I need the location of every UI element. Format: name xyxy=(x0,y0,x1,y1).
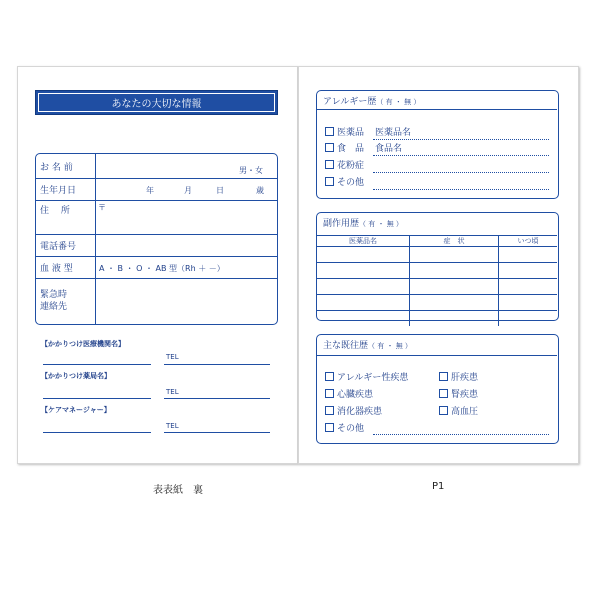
row-blood xyxy=(36,256,277,279)
month-unit: 月 xyxy=(184,186,192,195)
table-cell[interactable] xyxy=(317,295,410,311)
personal-info-box xyxy=(35,153,278,325)
postal-mark: 〒 xyxy=(98,203,106,212)
allergy-item-food: 食 品 xyxy=(325,141,364,154)
table-row xyxy=(317,295,557,311)
row-birthdate xyxy=(36,178,277,201)
history-item-heart: 心臓疾患 xyxy=(325,387,373,400)
col-symptom: 症 状 xyxy=(410,236,499,247)
side-effect-title: 副作用歴 xyxy=(323,219,360,229)
side-effect-table xyxy=(317,235,557,326)
col-medicine: 医薬品名 xyxy=(317,236,410,247)
table-row xyxy=(317,247,557,263)
table-cell[interactable] xyxy=(317,247,410,263)
pharmacy-tel-label: TEL xyxy=(166,388,179,396)
table-row xyxy=(317,279,557,295)
checkbox[interactable] xyxy=(325,177,334,186)
checkbox[interactable] xyxy=(325,423,334,432)
clinic-name-line xyxy=(43,364,151,365)
caption-left: 表表紙 裏 xyxy=(153,485,203,496)
age-unit: 歳 xyxy=(256,186,264,195)
checkbox[interactable] xyxy=(439,372,448,381)
info-header-title: あなたの大切な情報 xyxy=(111,99,202,110)
history-title-row xyxy=(323,338,412,351)
side-effect-box xyxy=(316,212,559,321)
allergy-line-medicine xyxy=(373,139,549,140)
allergy-line-pollen xyxy=(373,172,549,173)
checkbox[interactable] xyxy=(439,389,448,398)
header-inner-border xyxy=(38,93,275,112)
blood-label: 血 液 型 xyxy=(40,263,73,274)
pharmacy-label: 【かかりつけ薬局名】 xyxy=(41,372,111,380)
caremanager-label: 【ケアマネージャー】 xyxy=(41,406,111,414)
history-item-allergic: アレルギー性疾患 xyxy=(325,370,408,383)
year-unit: 年 xyxy=(146,186,154,195)
history-title-divider xyxy=(317,355,557,356)
row-emergency xyxy=(36,278,277,324)
blood-options: A ・ B ・ O ・ AB 型（Rh ＋ －） xyxy=(99,264,225,273)
side-effect-yes-no: （ 有 ・ 無 ） xyxy=(359,220,403,228)
allergy-yes-no: （ 有 ・ 無 ） xyxy=(376,98,421,106)
checkbox[interactable] xyxy=(325,389,334,398)
info-header-bar xyxy=(35,90,278,115)
pharmacy-tel-line xyxy=(164,398,270,399)
table-cell[interactable] xyxy=(499,295,558,311)
row-name xyxy=(36,154,277,179)
checkbox[interactable] xyxy=(325,372,334,381)
allergy-title: アレルギー歴 xyxy=(323,97,377,107)
right-page xyxy=(298,66,579,464)
clinic-tel-label: TEL xyxy=(166,353,179,361)
history-box xyxy=(316,334,559,444)
history-line-other xyxy=(373,434,549,435)
table-cell[interactable] xyxy=(499,311,558,327)
checkbox[interactable] xyxy=(325,143,334,152)
allergy-title-divider xyxy=(317,109,557,110)
checkbox[interactable] xyxy=(325,160,334,169)
allergy-box xyxy=(316,90,559,199)
allergy-line-food xyxy=(373,155,549,156)
gender-options: 男・女 xyxy=(239,166,263,175)
allergy-line-other xyxy=(373,189,549,190)
checkbox[interactable] xyxy=(325,406,334,415)
table-cell[interactable] xyxy=(410,247,499,263)
caremanager-tel-line xyxy=(164,432,270,433)
table-cell[interactable] xyxy=(410,311,499,327)
history-yes-no: （ 有 ・ 無 ） xyxy=(368,342,412,350)
history-item-other: その他 xyxy=(325,421,364,434)
table-cell[interactable] xyxy=(499,279,558,295)
name-label: お 名 前 xyxy=(40,162,73,173)
left-page xyxy=(17,66,298,464)
clinic-label: 【かかりつけ医療機関名】 xyxy=(41,340,125,348)
address-label: 住 所 xyxy=(40,205,70,216)
caremanager-name-line xyxy=(43,432,151,433)
history-item-liver: 肝疾患 xyxy=(439,370,478,383)
table-row xyxy=(317,263,557,279)
allergy-item-pollen: 花粉症 xyxy=(325,158,364,171)
table-cell[interactable] xyxy=(317,279,410,295)
checkbox[interactable] xyxy=(439,406,448,415)
allergy-note-medicine: 医薬品名 xyxy=(375,128,412,138)
table-cell[interactable] xyxy=(499,247,558,263)
checkbox[interactable] xyxy=(325,127,334,136)
side-effect-title-row xyxy=(323,216,403,229)
allergy-note-food: 食品名 xyxy=(375,144,403,154)
table-cell[interactable] xyxy=(499,263,558,279)
history-item-hypertension: 高血圧 xyxy=(439,404,478,417)
allergy-item-other: その他 xyxy=(325,175,364,188)
day-unit: 日 xyxy=(216,186,224,195)
pharmacy-name-line xyxy=(43,398,151,399)
table-cell[interactable] xyxy=(410,263,499,279)
birthdate-label: 生年月日 xyxy=(40,185,77,196)
phone-label: 電話番号 xyxy=(40,241,77,252)
table-cell[interactable] xyxy=(317,311,410,327)
table-cell[interactable] xyxy=(410,295,499,311)
caremanager-tel-label: TEL xyxy=(166,422,179,430)
row-address xyxy=(36,200,277,235)
emergency-label: 緊急時 連絡先 xyxy=(40,290,68,312)
history-item-kidney: 腎疾患 xyxy=(439,387,478,400)
clinic-tel-line xyxy=(164,364,270,365)
allergy-title-row xyxy=(323,94,420,107)
side-effect-header-row xyxy=(317,236,557,247)
history-title: 主な既往歴 xyxy=(323,341,369,351)
table-cell[interactable] xyxy=(317,263,410,279)
table-cell[interactable] xyxy=(410,279,499,295)
allergy-item-medicine: 医薬品 xyxy=(325,125,364,138)
caption-right: P1 xyxy=(432,481,445,492)
history-item-digestive: 消化器疾患 xyxy=(325,404,382,417)
row-phone xyxy=(36,234,277,257)
col-when: いつ頃 xyxy=(499,236,558,247)
table-row xyxy=(317,311,557,327)
